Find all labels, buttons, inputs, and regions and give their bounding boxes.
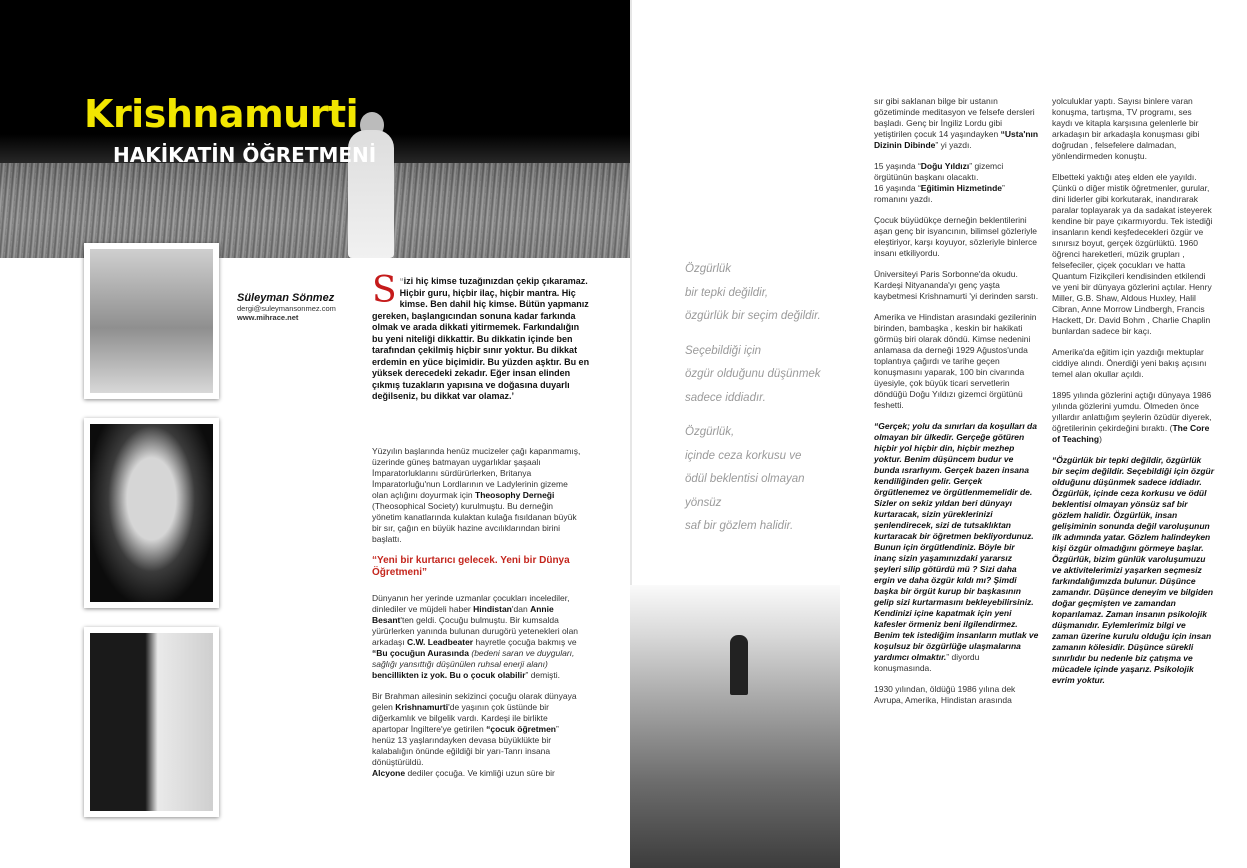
paragraph: Üniversiteyi Paris Sorbonne'da okudu. Kardeşi Nityananda'yı genç yaşta kaybetmesi Krishnamurti 'yi derinden sarstı.: [874, 269, 1039, 301]
beach-photo: [630, 585, 840, 868]
intro-text: izi hiç kimse tuzağınızdan çekip çıkaramaz. Hiçbir guru, hiçbir ilaç, hiçbir mantra. Hiç kimse. Ben dahil hiç kimse. Bütün yapmanız gereken, başlangıcından sonuna kadar farkında olmak ve arada dikkati yitirmemek. Farkındalığın bu yeni niteliği dikkattir. Bu dikkatin içinde ben tarafından çekilmiş hiçbir sınır yoktur. Bu dikkat erdemin en yüce biçimidir. Bu yüzden aşktır. Bu en yüksek derecedeki zekadır. Eğer insan elinden çıkmış tuzakların yapısına ve doğasına duyarlı değilseniz, bu dikkat var olamaz.’: [372, 276, 590, 401]
page-subtitle: HAKİKATİN ÖĞRETMENİ: [113, 143, 377, 167]
quoted-speech: “Gerçek; yolu da sınırları da koşulları da olmayan bir ülkedir. Gerçeğe götüren hiçbir yol hiçbir din, hiçbir mezhep yoktur. Benim düşüncem budur ve bunda ısrarlıyım. Gerçek bazen insana kendiliğinden gelir. Gerçek örgütlenemez ve örgütlenmemelidir de. Sizler on sekiz yıldan beri dünyayı kurtaracak, sizin yüreklerinizi şenlendirecek, sizi de tutsaklıktan kurtaracak bir öğretmen bekliyordunuz. Bunun için örgütlendiniz. Böyle bir inanç sizin yaşamınızdaki yararsız şeyleri silip götürdü mü ? Sizi daha ergin ve daha özgür kıldı mı? Şimdi başka bir örgüt kurup bir başkasının gelip sizi kurtarmasını bekleyebilirsiniz. Kendinizi içine kapatmak için yeni kafesler örmeniz beni ilgilendirmez. Benim tek istediğim insanların mutlak ve koşulsuz bir özgürlüğe ulaşmalarına yardımcı olmaktır.” diyordu konuşmasında.: [874, 421, 1039, 673]
paragraph: Bir Brahman ailesinin sekizinci çocuğu olarak dünyaya gelen Krishnamurti'de yaşının çok üstünde bir diğerkamlık ve bilgelik vardı. Kardeşi ile birlikte apartopar İngiltere'ye getirilen “çocuk öğretmen” henüz 13 yaşlarındayken devasa büyüklükte bir kalabalığın önünde eğildiği bir yarı-Tanrı insana dönüştürüldü. Alcyone dediler çocuğa. Ve kimliği uzun süre bir: [372, 691, 577, 778]
photo-childhood: [84, 243, 219, 399]
paragraph: Yüzyılın başlarında henüz mucizeler çağı kapanmamış, üzerinde güneş batmayan uygarlıklar şaşaalı İmparatorluklarını sürdürürlerken, Britanya İmparatorluğu'nun Lordlarının ve Ladylerinin gizeme olan açlığını doyurmak için Theosophy Derneği (Theosophical Society) kurulmuştu. Bu derneğin yönetim kanatlarında kulaktan kulağa fısıldanan büyük bir sır, çağın en büyük hazine avcılıklarından birini başlattı.: [372, 446, 581, 544]
right-column: [1052, 96, 1214, 696]
paragraph: yolculuklar yaptı. Sayısı binlere varan konuşma, tartışma, TV programı, ses kaydı ve kitapla karşısına gelenlerle bir arkadaşın bir arkadaşla konuşması gibi doğrudan , felsefelere dalmadan, yönlendirmeden konuştu.: [1052, 96, 1200, 161]
paragraph: Elbetteki yaktığı ateş elden ele yayıldı. Çünkü o diğer mistik öğretmenler, gurular, dini liderler gibi korkutarak, inandırarak paralar toplayarak ya da sadakat isteyerek kendine bir paye çıkarmıyordu. Tek istediği insanların kendi keşfedecekleri özgür ve sınırsız boyut, gerçek özgürlüktü. 1960 öğrenci hareketleri, müzik grupları , felsefeciler, çiçek çocukları ve hatta Quantum Fizikçileri kendisinden etkilendi ve yeni bir dünyaya gözlerini açtılar. Henry Miller, G.B. Shaw, Aldous Huxley, Halil Cibran, Anne Morrow Lindbergh, Francis Hackett, Dr. David Bohm , Charlie Chaplin bunlardan sadece bir kaçı.: [1052, 172, 1213, 336]
left-column: [372, 446, 584, 789]
paragraph: 15 yaşında “Doğu Yıldızı” gizemci örgütünün başkanı olacaktı. 16 yaşında “Eğitimin Hizmetinde” romanını yazdı.: [874, 161, 1005, 204]
paragraph: Amerika ve Hindistan arasındaki gezilerinin birinden, bambaşka , keskin bir hakikati görmüş biri olarak döndü. Kimse nedenini anlamasa da derneği 1929 Ağustos'unda toplantıya çağırdı ve tarihe geçen konuşmasını yaparak, 100 bin civarında üyesiyle, çok büyük ticari servetlerin döndüğü Doğu Yıldızı gizemci örgütünü feshetti.: [874, 312, 1037, 410]
author-website[interactable]: www.mihrace.net: [237, 313, 299, 322]
page-title: Krishnamurti: [84, 92, 359, 136]
paragraph: 1895 yılında gözlerini açtığı dünyaya 1986 yılında gözlerini yumdu. Ölmeden önce yıllardır anlattığım şeylerin özüdür diyerek, öğretilerinin çekirdeğini bıraktı. (The Core of Teaching): [1052, 390, 1212, 444]
author-email[interactable]: dergi@suleymansonmez.com: [237, 304, 336, 313]
paragraph: Amerika'da eğitim için yazdığı mektuplar ciddiye alındı. Önerdiği yeni bakış açısını temel alan okullar açıldı.: [1052, 347, 1207, 379]
paragraph: sır gibi saklanan bilge bir ustanın gözetiminde meditasyon ve felsefe dersleri başladı. Genç bir İngiliz Lordu gibi yetiştirilen çocuk 14 yaşındayken “Usta'nın Dizinin Dibinde” yi yazdı.: [874, 96, 1039, 150]
paragraph: 1930 yılından, öldüğü 1986 yılına dek Avrupa, Amerika, Hindistan arasında: [874, 684, 1016, 705]
red-heading: “Yeni bir kurtarıcı gelecek. Yeni bir Dünya Öğretmeni”: [372, 555, 570, 578]
paragraph: Çocuk büyüdükçe derneğin beklentilerini aşan genç bir isyancının, bilimsel gözleriyle eleştiriyor, karşı koyuyor, sözleriyle binlerce insanı etkiliyordu.: [874, 215, 1037, 258]
author-name: Süleyman Sönmez: [237, 292, 335, 304]
paragraph: Dünyanın her yerinde uzmanlar çocukları incelediler, dinlediler ve müjdeli haber Hindistan'dan Annie Besant'ten geldi. Çocuğu bulmuştu. Bir kumsalda yürürlerken yanında bulunan durugörü yetenekleri olan arkadaşı C.W. Leadbeater hayretle çocuğa bakmış ve “Bu çocuğun Aurasında (bedeni saran ve duyguları, sağlığı yansıttığı düşünülen ruhsal enerji alanı) bencillikten iz yok. Bu o çocuk olabilir” demişti.: [372, 593, 579, 680]
photo-portrait: [84, 418, 219, 608]
middle-column: [874, 96, 1039, 716]
intro-quote: “ S izi hiç kimse tuzağınızdan çekip çıkaramaz. Hiçbir guru, hiçbir ilaç, hiçbir mantra. Hiç kimse. Ben dahil hiç kimse. Bütün yapmanız gereken, başlangıcından sonuna kadar farkında olmak ve arada dikkati yitirmemek. Farkındalığın bu yeni niteliği dikkattir. Bu dikkatin içinde ben tarafından çekilmiş hiçbir sınır yoktur. Bu dikkat erdemin en yüce biçimidir. Bu yüzden aşktır. Bu en yüksek derecedeki zekadır. Eğer insan elinden çıkmış tuzakların yapısına ve doğasına duyarlı değilseniz, bu dikkat var olamaz.’: [372, 270, 590, 401]
core-teaching-quote: “Özgürlük bir tepki değildir, özgürlük bir seçim değildir. Seçebildiği için özgür olduğunu düşünmek sadece iddiadır. Özgürlük, içinde ceza korkusu ve ödül beklentisi olmayan yönsüz saf bir gözlem halidir. Özgürlük, insan gelişiminin sonunda değil varoluşunun ilk adımında yatar. Gözlem halindeyken kişi özgür olmadığını görmeye başlar. Özgürlük, bizim günlük varoluşumuzu ve aktivitelerimizi yaşarken seçmesiz farkındalığımızda bulunur. Düşünce zamandır. Düşünce deneyim ve bilgiden doğar geçmişten ve zamandan koparılamaz. Zaman insanın psikolojik düşmanıdır. Eylemlerimiz bilgi ve zaman üzerine kurulu olduğu için insan zamanın kölesidir. Düşünce sürekli sınırlıdır bu nedenle biz çatışma ve mücadele içinde yaşarız. Psikolojik evrim yoktur.: [1052, 455, 1215, 685]
photo-with-annie-besant: [84, 627, 219, 817]
drop-cap: S: [372, 270, 397, 311]
walking-man-figure: [730, 635, 748, 695]
pull-quote: Özgürlük bir tepki değildir, özgürlük bir seçim değildir. Seçebildiği için özgür olduğunu düşünmek sadece iddiadır. Özgürlük, içinde ceza korkusu ve ödül beklentisi olmayan yönsüz saf bir gözlem halidir.: [685, 263, 821, 532]
